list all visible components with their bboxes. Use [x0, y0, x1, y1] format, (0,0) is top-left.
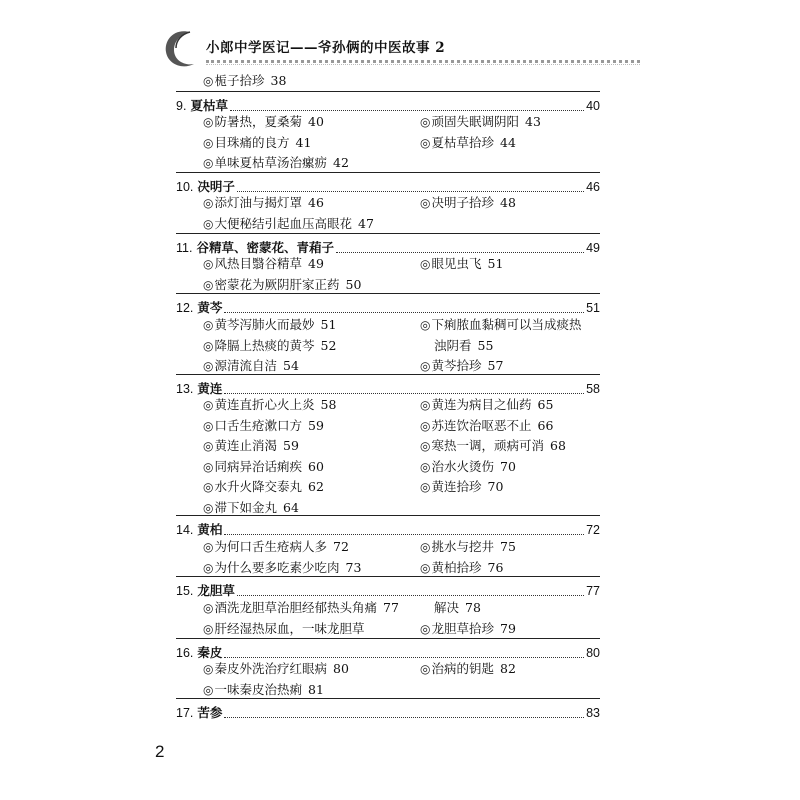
- section-title: 谷精草、密蒙花、青葙子: [196, 240, 334, 255]
- entry-page: 75: [500, 539, 516, 554]
- entry-page: 79: [500, 620, 516, 636]
- entry-page: 82: [500, 661, 516, 676]
- bullet-icon: ◎: [203, 359, 214, 373]
- entry-page: 52: [320, 337, 337, 353]
- dot-leader: [224, 392, 584, 394]
- entry-label: 夏枯草拾珍: [431, 134, 494, 150]
- bullet-icon: ◎: [203, 480, 214, 494]
- bullet-icon: ◎: [203, 418, 214, 433]
- bullet-icon: ◎: [420, 318, 431, 332]
- entry-label: 黄连直折心火上炎: [214, 397, 315, 412]
- section-page: 77: [586, 584, 600, 598]
- entry-label: 苏连饮治呕恶不止: [431, 417, 532, 433]
- dot-leader: [224, 311, 584, 313]
- entry-page: 80: [333, 661, 349, 676]
- toc-entry[interactable]: [420, 619, 516, 639]
- section-page: 83: [586, 706, 600, 720]
- dot-leader: [237, 594, 584, 596]
- section-title: 夏枯草: [190, 98, 228, 113]
- bullet-icon: ◎: [203, 621, 214, 636]
- toc-entry[interactable]: [420, 356, 503, 376]
- toc-entry[interactable]: [420, 477, 503, 497]
- entry-page: 44: [500, 134, 516, 150]
- toc-entry[interactable]: [203, 112, 324, 132]
- bullet-icon: ◎: [203, 156, 214, 170]
- toc-entry[interactable]: [420, 395, 553, 415]
- entry-label: 挑水与挖井: [431, 539, 494, 554]
- bullet-icon: ◎: [420, 115, 431, 129]
- toc-entry[interactable]: [203, 214, 374, 234]
- bullet-icon: ◎: [203, 500, 214, 515]
- bullet-icon: ◎: [203, 74, 214, 88]
- bullet-icon: ◎: [203, 662, 214, 676]
- entry-label: 秦皮外洗治疗红眼病: [214, 661, 327, 676]
- bullet-icon: ◎: [420, 459, 431, 474]
- entry-label: 一味秦皮治热痢: [214, 681, 302, 697]
- section-number: 12.: [176, 301, 194, 315]
- bullet-icon: ◎: [420, 662, 431, 676]
- toc-entry[interactable]: [203, 356, 299, 376]
- entry-page: 65: [537, 397, 554, 412]
- dot-leader: [224, 656, 584, 658]
- entry-label: 滞下如金丸: [214, 499, 277, 515]
- bullet-icon: ◎: [420, 540, 431, 554]
- bullet-icon: ◎: [420, 560, 431, 575]
- entry-page: 43: [525, 114, 541, 129]
- toc-entry[interactable]: [203, 133, 311, 153]
- toc-entry[interactable]: [203, 193, 324, 213]
- bullet-icon: ◎: [203, 560, 214, 575]
- toc-entry[interactable]: [203, 659, 349, 679]
- entry-label: 下痢脓血黏稠可以当成痰热: [431, 317, 582, 332]
- bullet-icon: ◎: [420, 196, 431, 210]
- toc-section-heading[interactable]: [176, 703, 600, 723]
- section-divider: [176, 576, 600, 577]
- section-divider: [176, 91, 600, 92]
- entry-page: 77: [383, 600, 399, 615]
- toc-entry[interactable]: [420, 315, 582, 335]
- entry-page: 59: [308, 417, 324, 433]
- toc-entry[interactable]: [203, 436, 299, 456]
- toc-entry[interactable]: [203, 477, 324, 497]
- entry-page: 78: [465, 600, 481, 615]
- toc-entry[interactable]: [420, 436, 566, 456]
- entry-label: 添灯油与揭灯罩: [214, 195, 302, 210]
- entry-label: 防暑热，夏桑菊: [214, 114, 302, 129]
- entry-label: 为什么要多吃素少吃肉: [214, 559, 340, 575]
- entry-page: 59: [283, 438, 299, 453]
- toc-entry[interactable]: [203, 619, 365, 639]
- bullet-icon: ◎: [203, 439, 214, 453]
- section-number: 17.: [176, 706, 194, 720]
- toc-entry[interactable]: [434, 336, 493, 356]
- entry-page: 40: [308, 114, 324, 129]
- bullet-icon: ◎: [203, 135, 214, 150]
- section-title: 秦皮: [197, 645, 223, 660]
- toc-entry[interactable]: [203, 457, 324, 477]
- toc-entry[interactable]: [420, 112, 541, 132]
- toc-entry[interactable]: [420, 193, 516, 213]
- dot-leader: [230, 109, 584, 111]
- entry-label: 肝经湿热尿血，一味龙胆草: [214, 620, 365, 636]
- section-page: 40: [586, 99, 600, 113]
- entry-page: 58: [320, 397, 337, 412]
- entry-page: 62: [308, 479, 324, 494]
- toc-entry[interactable]: [420, 537, 516, 557]
- toc-entry[interactable]: [203, 558, 361, 578]
- entry-page: 70: [500, 458, 516, 474]
- entry-page: 42: [333, 155, 349, 170]
- entry-page: 55: [477, 337, 494, 353]
- dot-leader: [224, 533, 584, 535]
- entry-label: 浊阴看: [434, 337, 472, 353]
- entry-label: 口舌生疮漱口方: [214, 417, 302, 433]
- entry-page: 51: [487, 256, 504, 271]
- bullet-icon: ◎: [420, 480, 431, 494]
- bullet-icon: ◎: [420, 418, 431, 433]
- section-number: 15.: [176, 584, 194, 598]
- entry-label: 解决: [434, 600, 460, 615]
- entry-page: 81: [308, 681, 324, 697]
- bullet-icon: ◎: [203, 338, 214, 353]
- bullet-icon: ◎: [203, 601, 214, 615]
- entry-page: 51: [320, 317, 337, 332]
- bullet-icon: ◎: [203, 540, 214, 554]
- toc-entry[interactable]: [420, 416, 553, 436]
- section-page: 58: [586, 382, 600, 396]
- entry-label: 龙胆草拾珍: [431, 620, 494, 636]
- toc-entry[interactable]: [203, 598, 399, 618]
- entry-label: 风热目翳谷精草: [214, 256, 302, 271]
- entry-label: 黄芩拾珍: [431, 358, 482, 373]
- section-number: 16.: [176, 646, 194, 660]
- section-page: 51: [586, 301, 600, 315]
- toc-entry[interactable]: [203, 395, 336, 415]
- section-title: 黄连: [197, 381, 223, 396]
- toc-entry[interactable]: [203, 153, 349, 173]
- entry-page: 68: [550, 438, 566, 453]
- entry-label: 黄连拾珍: [431, 479, 482, 494]
- section-page: 72: [586, 523, 600, 537]
- entry-label: 单味夏枯草汤治瘰疬: [214, 155, 327, 170]
- entry-page: 70: [487, 479, 504, 494]
- entry-label: 为何口舌生疮病人多: [214, 539, 327, 554]
- page-number: 2: [155, 742, 165, 761]
- entry-page: 47: [358, 215, 374, 231]
- dot-leader: [336, 251, 584, 253]
- toc-entry[interactable]: [203, 680, 324, 700]
- section-number: 10.: [176, 180, 194, 194]
- section-divider: [176, 172, 600, 173]
- entry-label: 眼见虫飞: [431, 256, 482, 271]
- toc-entry[interactable]: [434, 598, 481, 618]
- section-number: 11.: [176, 241, 193, 255]
- entry-label: 顽固失眠调阴阳: [431, 114, 519, 129]
- entry-label: 水升火降交泰丸: [214, 479, 302, 494]
- section-title: 黄芩: [197, 300, 223, 315]
- entry-page: 41: [295, 134, 312, 150]
- toc-entry[interactable]: [420, 254, 503, 274]
- toc-entry[interactable]: [420, 558, 503, 578]
- bullet-icon: ◎: [420, 257, 431, 271]
- section-number: 9.: [176, 99, 187, 113]
- entry-label: 目珠痛的良方: [214, 134, 290, 150]
- entry-label: 密蒙花为厥阴肝家正药: [214, 276, 340, 292]
- entry-page: 60: [308, 458, 324, 474]
- entry-page: 73: [345, 559, 362, 575]
- dot-leader: [224, 716, 584, 718]
- dot-leader: [237, 190, 584, 192]
- section-divider: [176, 638, 600, 639]
- toc-entry[interactable]: [203, 315, 336, 335]
- section-divider: [176, 233, 600, 234]
- bullet-icon: ◎: [203, 682, 214, 697]
- section-divider: [176, 374, 600, 375]
- section-divider: [176, 293, 600, 294]
- bullet-icon: ◎: [420, 398, 431, 412]
- bullet-icon: ◎: [420, 135, 431, 150]
- bullet-icon: ◎: [203, 257, 214, 271]
- bullet-icon: ◎: [203, 115, 214, 129]
- bullet-icon: ◎: [420, 621, 431, 636]
- entry-page: 72: [333, 539, 349, 554]
- section-number: 13.: [176, 382, 194, 396]
- section-number: 14.: [176, 523, 194, 537]
- toc-entry[interactable]: [203, 537, 349, 557]
- bullet-icon: ◎: [203, 459, 214, 474]
- entry-label: 黄芩泻肺火而最妙: [214, 317, 315, 332]
- bullet-icon: ◎: [420, 359, 431, 373]
- entry-page: 57: [487, 358, 504, 373]
- toc-entry[interactable]: [203, 275, 361, 295]
- section-divider: [176, 515, 600, 516]
- section-page: 49: [586, 241, 600, 255]
- entry-label: 黄柏拾珍: [431, 559, 482, 575]
- bullet-icon: ◎: [203, 398, 214, 412]
- bullet-icon: ◎: [420, 439, 431, 453]
- section-title: 黄柏: [197, 522, 223, 537]
- entry-label: 同病异治话痢疾: [214, 458, 302, 474]
- toc-entry[interactable]: [203, 416, 324, 436]
- entry-label: 降膈上热痰的黄芩: [214, 337, 315, 353]
- entry-page: 50: [345, 276, 362, 292]
- entry-label: 治病的钥匙: [431, 661, 494, 676]
- entry-page: 46: [308, 195, 324, 210]
- section-page: 46: [586, 180, 600, 194]
- toc-entry[interactable]: [420, 133, 516, 153]
- section-title: 决明子: [197, 179, 235, 194]
- entry-label: 治水火烫伤: [431, 458, 494, 474]
- toc-entry[interactable]: [420, 659, 516, 679]
- entry-page: 64: [283, 499, 299, 515]
- toc-entry[interactable]: [203, 336, 336, 356]
- entry-label: 大便秘结引起血压高眼花: [214, 215, 352, 231]
- entry-page: 66: [537, 417, 554, 433]
- section-divider: [176, 698, 600, 699]
- entry-page: 54: [283, 358, 299, 373]
- entry-label: 决明子拾珍: [431, 195, 494, 210]
- entry-label: 源清流自洁: [214, 358, 277, 373]
- section-title: 苦参: [197, 705, 223, 720]
- entry-page: 48: [500, 195, 516, 210]
- toc-entry[interactable]: [420, 457, 516, 477]
- entry-label: 寒热一调，顽病可消: [431, 438, 544, 453]
- bullet-icon: ◎: [203, 216, 214, 231]
- toc-entry[interactable]: [203, 71, 286, 91]
- toc-entry[interactable]: [203, 254, 324, 274]
- entry-label: 黄连为病目之仙药: [431, 397, 532, 412]
- bullet-icon: ◎: [203, 277, 214, 292]
- entry-label: 黄连止消渴: [214, 438, 277, 453]
- section-page: 80: [586, 646, 600, 660]
- entry-page: 49: [308, 256, 324, 271]
- entry-label: 栀子拾珍: [214, 73, 265, 88]
- bullet-icon: ◎: [203, 196, 214, 210]
- header-title: 小郎中学医记——爷孙俩的中医故事 2: [206, 40, 446, 56]
- section-title: 龙胆草: [197, 583, 235, 598]
- bullet-icon: ◎: [203, 318, 214, 332]
- entry-page: 38: [270, 73, 287, 88]
- entry-page: 76: [487, 559, 504, 575]
- entry-label: 酒洗龙胆草治胆经郁热头角痛: [214, 600, 377, 615]
